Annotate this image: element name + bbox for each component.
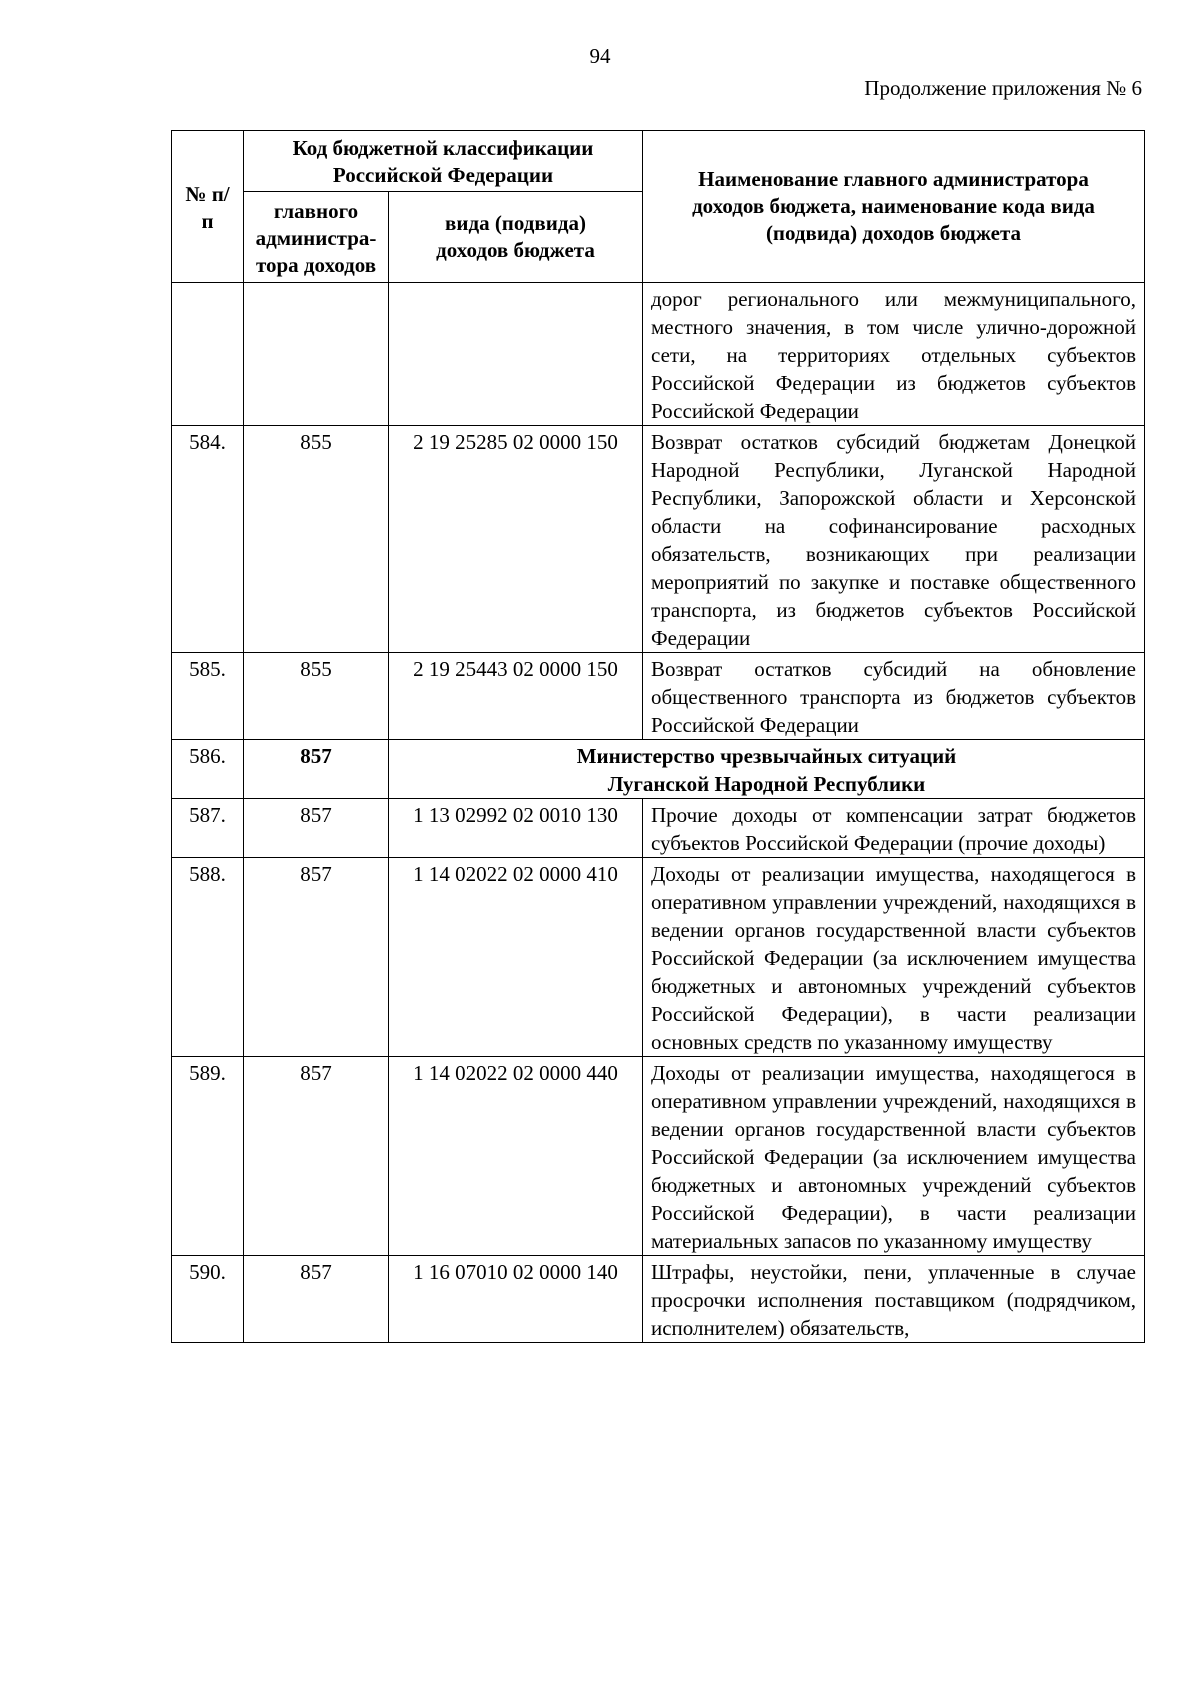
cell-number: 587.	[172, 799, 244, 858]
cell-admin: 855	[244, 426, 389, 653]
cell-number: 584.	[172, 426, 244, 653]
ministry-name-line2: Луганской Народной Республики	[607, 772, 926, 796]
cell-code: 1 14 02022 02 0000 410	[389, 858, 643, 1057]
appendix-continuation-label: Продолжение приложения № 6	[864, 76, 1142, 100]
cell-number: 586.	[172, 740, 244, 799]
cell-admin: 857	[244, 1256, 389, 1343]
ministry-name-line1: Министерство чрезвычайных ситуаций	[576, 744, 957, 768]
budget-classification-table	[171, 130, 1145, 1343]
header-income-type: вида (подвида) доходов бюджета	[389, 192, 643, 283]
cell-description: Возврат остатков субсидий на обновление общественного транспорта из бюджетов субъектов Российской Федерации	[643, 653, 1145, 740]
table-row-continued	[172, 283, 1145, 426]
cell-number: 589.	[172, 1057, 244, 1256]
cell-code: 1 16 07010 02 0000 140	[389, 1256, 643, 1343]
cell-code: 1 13 02992 02 0010 130	[389, 799, 643, 858]
cell-description: Доходы от реализации имущества, находящегося в оперативном управлении учреждений, находящихся в ведении органов государственной власти субъектов Российской Федерации (за исключением имущества бюджетных и автономных учреждений субъектов Российской Федерации), в части реализации основных средств по указанному имуществу	[643, 858, 1145, 1057]
cell-admin: 857	[244, 858, 389, 1057]
header-kbk: Код бюджетной классификации Российской Федерации	[244, 131, 643, 192]
cell-description: Возврат остатков субсидий бюджетам Донецкой Народной Республики, Луганской Народной Республики, Запорожской области и Херсонской области на софинансирование расходных обязательств, возникающих при реализации мероприятий по закупке и поставке общественного транспорта, из бюджетов субъектов Российской Федерации	[643, 426, 1145, 653]
cell-description: дорог регионального или межмуниципального, местного значения, в том числе улично-дорожной сети, на территориях отдельных субъектов Российской Федерации из бюджетов субъектов Российской Федерации	[643, 283, 1145, 426]
cell-number	[172, 283, 244, 426]
cell-admin: 855	[244, 653, 389, 740]
cell-admin: 857	[244, 799, 389, 858]
cell-code: 2 19 25443 02 0000 150	[389, 653, 643, 740]
cell-code	[389, 283, 643, 426]
table-row	[172, 1256, 1145, 1343]
ministry-name	[389, 740, 1145, 799]
cell-number: 588.	[172, 858, 244, 1057]
cell-admin: 857	[244, 740, 389, 799]
cell-number: 590.	[172, 1256, 244, 1343]
cell-admin: 857	[244, 1057, 389, 1256]
table-row	[172, 1057, 1145, 1256]
table-row	[172, 858, 1145, 1057]
table-header-row	[172, 131, 1145, 192]
cell-code: 1 14 02022 02 0000 440	[389, 1057, 643, 1256]
table-row	[172, 653, 1145, 740]
table-row	[172, 799, 1145, 858]
cell-description: Штрафы, неустойки, пени, уплаченные в случае просрочки исполнения поставщиком (подрядчиком, исполнителем) обязательств,	[643, 1256, 1145, 1343]
header-name: Наименование главного администратора доходов бюджета, наименование кода вида (подвида) доходов бюджета	[643, 131, 1145, 283]
header-admin-code: главного администра-тора доходов	[244, 192, 389, 283]
header-number: № п/п	[172, 131, 244, 283]
cell-description: Прочие доходы от компенсации затрат бюджетов субъектов Российской Федерации (прочие доходы)	[643, 799, 1145, 858]
table-row-ministry	[172, 740, 1145, 799]
cell-admin	[244, 283, 389, 426]
cell-number: 585.	[172, 653, 244, 740]
page-number: 94	[589, 44, 611, 68]
cell-code: 2 19 25285 02 0000 150	[389, 426, 643, 653]
table-row	[172, 426, 1145, 653]
cell-description: Доходы от реализации имущества, находящегося в оперативном управлении учреждений, находящихся в ведении органов государственной власти субъектов Российской Федерации (за исключением имущества бюджетных и автономных учреждений субъектов Российской Федерации), в части реализации материальных запасов по указанному имуществу	[643, 1057, 1145, 1256]
